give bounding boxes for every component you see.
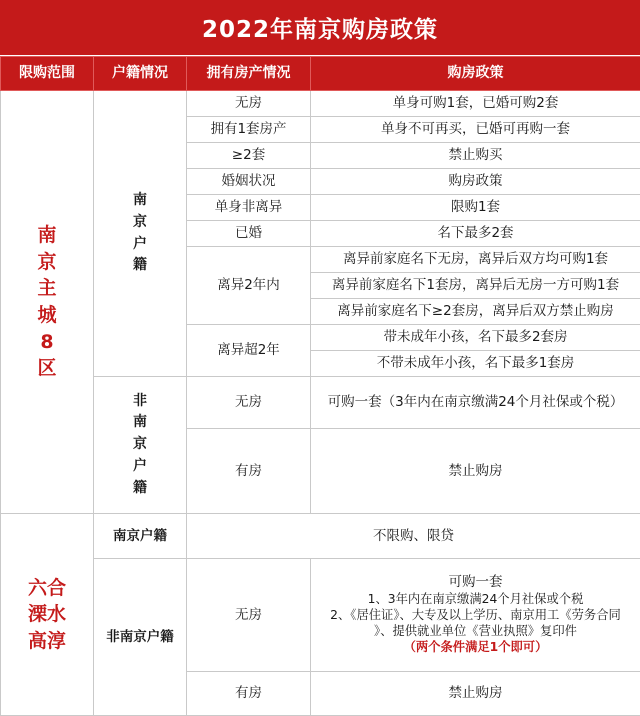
- situation-cell: 已婚: [187, 221, 311, 247]
- hukou-nanjing-local-suburb: 南京户籍: [94, 514, 187, 559]
- hukou-nanjing-local: 南 京 户 籍: [94, 91, 187, 377]
- policy-cell: 离异前家庭名下无房，离异后双方均可购1套: [311, 247, 640, 273]
- table-row: [1, 91, 640, 117]
- policy-cell: 名下最多2套: [311, 221, 640, 247]
- policy-cell: 单身不可再买，已婚可再购一套: [311, 117, 640, 143]
- hukou-non-local-suburb: 非南京户籍: [94, 559, 187, 716]
- policy-cell: 可购一套（3年内在南京缴满24个月社保或个税）: [311, 377, 640, 429]
- table-row: [1, 377, 640, 429]
- policy-cell: 购房政策: [311, 169, 640, 195]
- policy-cell: 禁止购买: [311, 143, 640, 169]
- situation-cell: 无房: [187, 91, 311, 117]
- policy-cell: 单身可购1套，已婚可购2套: [311, 91, 640, 117]
- situation-cell: 单身非离异: [187, 195, 311, 221]
- table-row: [1, 514, 640, 559]
- header-policy: 购房政策: [311, 57, 640, 91]
- table-row: [1, 559, 640, 672]
- header-row: [1, 57, 640, 91]
- policy-cell: 带未成年小孩，名下最多2套房: [311, 325, 640, 351]
- situation-cell: 无房: [187, 559, 311, 672]
- region-main-city: 南 京 主 城 8 区: [1, 91, 94, 514]
- hukou-non-local: 非 南 京 户 籍: [94, 377, 187, 514]
- situation-cell: 拥有1套房产: [187, 117, 311, 143]
- policy-cell: 禁止购房: [311, 429, 640, 514]
- region-suburbs: 六合 溧水 高淳: [1, 514, 94, 716]
- situation-cell: 离异超2年: [187, 325, 311, 377]
- situation-cell: 有房: [187, 429, 311, 514]
- policy-cell: 不限购、限贷: [187, 514, 640, 559]
- policy-cell: 限购1套: [311, 195, 640, 221]
- situation-cell: 婚姻状况: [187, 169, 311, 195]
- situation-cell: 无房: [187, 377, 311, 429]
- condition-note: （两个条件满足1个即可）: [403, 639, 548, 654]
- policy-cell: 离异前家庭名下≥2套房，离异后双方禁止购房: [311, 299, 640, 325]
- policy-cell-conditions: 可购一套 1、3年内在南京缴满24个月社保或个税 2、《居住证》、大专及以上学历、南京用工《劳务合同 》、提供就业单位《营业执照》复印件 （两个条件满足1个即可）: [311, 559, 640, 672]
- header-scope: 限购范围: [1, 57, 94, 91]
- situation-cell: 离异2年内: [187, 247, 311, 325]
- page-title: 2022年南京购房政策: [0, 0, 640, 55]
- situation-cell: ≥2套: [187, 143, 311, 169]
- policy-cell: 离异前家庭名下1套房，离异后无房一方可购1套: [311, 273, 640, 299]
- policy-cell: 禁止购房: [311, 672, 640, 716]
- situation-cell: 有房: [187, 672, 311, 716]
- header-hukou: 户籍情况: [94, 57, 187, 91]
- header-property: 拥有房产情况: [187, 57, 311, 91]
- policy-cell: 不带未成年小孩，名下最多1套房: [311, 351, 640, 377]
- policy-table: [0, 56, 640, 716]
